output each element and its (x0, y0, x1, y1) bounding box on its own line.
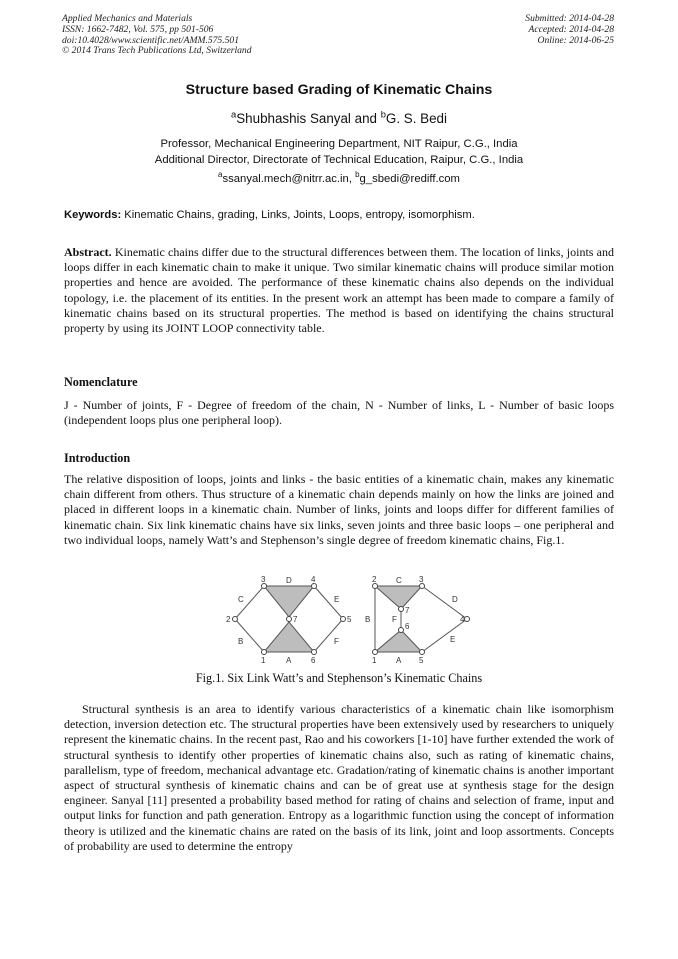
email-a: ssanyal.mech@nitrr.ac.in, (222, 173, 356, 185)
watt-link-label-b: B (238, 637, 244, 646)
steph-joint-label-6: 6 (405, 622, 410, 631)
steph-joint (399, 607, 404, 612)
steph-joint (399, 628, 404, 633)
watt-link-label-e: E (334, 595, 340, 604)
journal-header (62, 14, 252, 57)
watt-joint-label-7: 7 (293, 615, 298, 624)
kinematic-chains-figure (222, 572, 472, 668)
steph-link-label-c: C (396, 576, 402, 585)
steph-link-a-ternary (375, 630, 422, 652)
nomenclature-text: J - Number of joints, F - Degree of freedom of the chain, N - Number of links, L - Number of basic loops (independent loops plus one peripheral loop). (64, 398, 614, 428)
watt-link-label-d: D (286, 576, 292, 585)
online-date: Online: 2014-06-25 (537, 34, 614, 46)
steph-joint-label-3: 3 (419, 575, 424, 584)
submitted-date: Submitted: 2014-04-28 (525, 13, 614, 24)
watt-chain (226, 575, 352, 665)
affiliation-b: Additional Director, Directorate of Technical Education, Raipur, C.G., India (154, 153, 524, 166)
email-b-mark: b (355, 170, 360, 180)
watt-joint (233, 617, 238, 622)
watt-joint-label-3: 3 (261, 575, 266, 584)
watt-joint-label-6: 6 (311, 656, 316, 665)
watt-joint (287, 617, 292, 622)
email-b: g_sbedi@rediff.com (359, 173, 460, 185)
affiliation-a: Professor, Mechanical Engineering Department, NIT Raipur, C.G., India (160, 138, 518, 150)
keywords (64, 209, 616, 221)
copyright: © 2014 Trans Tech Publications Ltd, Switzerland (62, 45, 252, 57)
figure-caption: Fig.1. Six Link Watt’s and Stephenson’s Kinematic Chains (195, 671, 483, 685)
keywords-text: Kinematic Chains, grading, Links, Joints, Loops, entropy, isomorphism. (121, 209, 475, 221)
watt-joint (312, 584, 317, 589)
steph-link-label-b: B (365, 615, 371, 624)
steph-joint (465, 617, 470, 622)
watt-link-d-ternary (264, 586, 314, 617)
watt-joint (312, 650, 317, 655)
abstract (64, 245, 614, 336)
author-b: G. S. Bedi (385, 111, 447, 126)
watt-link-label-a: A (286, 656, 292, 665)
watt-link-f (314, 619, 343, 652)
steph-joint-label-5: 5 (419, 656, 424, 665)
doi: doi:10.4028/www.scientific.net/AMM.575.501 (62, 34, 240, 46)
authors (0, 111, 678, 126)
watt-link-label-f: F (334, 637, 339, 646)
paper-title: Structure based Grading of Kinematic Chains (185, 82, 493, 98)
watt-joint (341, 617, 346, 622)
steph-joint-label-2: 2 (372, 575, 377, 584)
watt-joint-label-1: 1 (261, 656, 266, 665)
author-b-mark: b (380, 109, 386, 120)
author-a-mark: a (231, 109, 237, 120)
steph-link-label-e: E (450, 635, 456, 644)
affiliations (0, 137, 678, 168)
steph-link-label-f: F (392, 615, 397, 624)
watt-joint (262, 650, 267, 655)
steph-joint (373, 584, 378, 589)
introduction-paragraph-2: Structural synthesis is an area to identify various characteristics of a kinematic chain like isomorphism detection, inversion detection etc. The structural properties have been extensively used by researchers to uniquely represent the kinematic chains. In the recent past, Rao and his coworkers [1-10] have further extended the work of structural synthesis to identify other properties of kinematic chains also, such as rating of kinematic chains, parallelism, type of freedom, mechanical advantage etc. Gradation/rating of kinematic chains is another important aspect of structural synthesis of kinematic chains and can be of great use at synthesis stage for the design engineer. Sanyal [11] presented a probability based method for rating of chains and selection of frame, input and output links for function and path generation. Entropy as a logarithmic function using the concept of information theory is utilized and the kinematic chains are rated on the basis of its link, joint and loop assortments. Concepts of probability are used to determine the entropy (64, 702, 614, 853)
dates-header (525, 14, 614, 46)
watt-joint-label-2: 2 (226, 615, 231, 624)
steph-joint-label-4: 4 (460, 615, 465, 624)
author-and: and (350, 111, 381, 126)
watt-link-b (235, 619, 264, 652)
watt-joint-label-4: 4 (311, 575, 316, 584)
introduction-paragraph-1: The relative disposition of loops, joints and links - the basic entities of a kinematic chain, makes any kinematic chain different from others. Thus structure of a kinematic chain depends mainly on how the links are joined and placed in different loops in a kinematic chain. Number of links, joints and loops differ for different families of kinematic chain. Six link kinematic chains have six links, seven joints and three basic loops – one peripheral and two individual loops, namely Watt’s and Stephenson’s single degree of freedom kinematic chains, Fig.1. (64, 472, 614, 547)
introduction-heading: Introduction (64, 451, 131, 465)
steph-joint-label-1: 1 (372, 656, 377, 665)
watt-link-a-ternary (264, 622, 314, 652)
steph-joint-label-7: 7 (405, 606, 410, 615)
watt-joint-label-5: 5 (347, 615, 352, 624)
keywords-label: Keywords: (64, 209, 122, 221)
steph-link-label-d: D (452, 595, 458, 604)
steph-joint (420, 650, 425, 655)
steph-joint (420, 584, 425, 589)
abstract-label: Abstract. (64, 245, 112, 259)
email-a-mark: a (218, 170, 223, 180)
issn: ISSN: 1662-7482, Vol. 575, pp 501-506 (62, 23, 214, 35)
steph-link-c-ternary (375, 586, 422, 609)
steph-joint (373, 650, 378, 655)
emails (0, 170, 678, 185)
steph-link-label-a: A (396, 656, 402, 665)
abstract-text: Kinematic chains differ due to the structural differences between them. The location of links, joints and loops differ in each kinematic chain to make it unique. Two similar kinematic chains will produce similar motion properties and hence are avoided. The performance of these kinematic chains also depends on the individual topology, i.e. the placement of its entities. In the present work an attempt has been made to compare a family of kinematic chains based on its structural properties. The method is based on identifying the chains structural property by using its JOINT LOOP connectivity table. (64, 245, 614, 336)
watt-joint (262, 584, 267, 589)
stephenson-chain (365, 575, 470, 665)
watt-link-label-c: C (238, 595, 244, 604)
accepted-date: Accepted: 2014-04-28 (528, 23, 614, 35)
author-a: Shubhashis Sanyal (236, 111, 351, 126)
journal-name: Applied Mechanics and Materials (62, 13, 193, 24)
nomenclature-heading: Nomenclature (64, 375, 138, 389)
